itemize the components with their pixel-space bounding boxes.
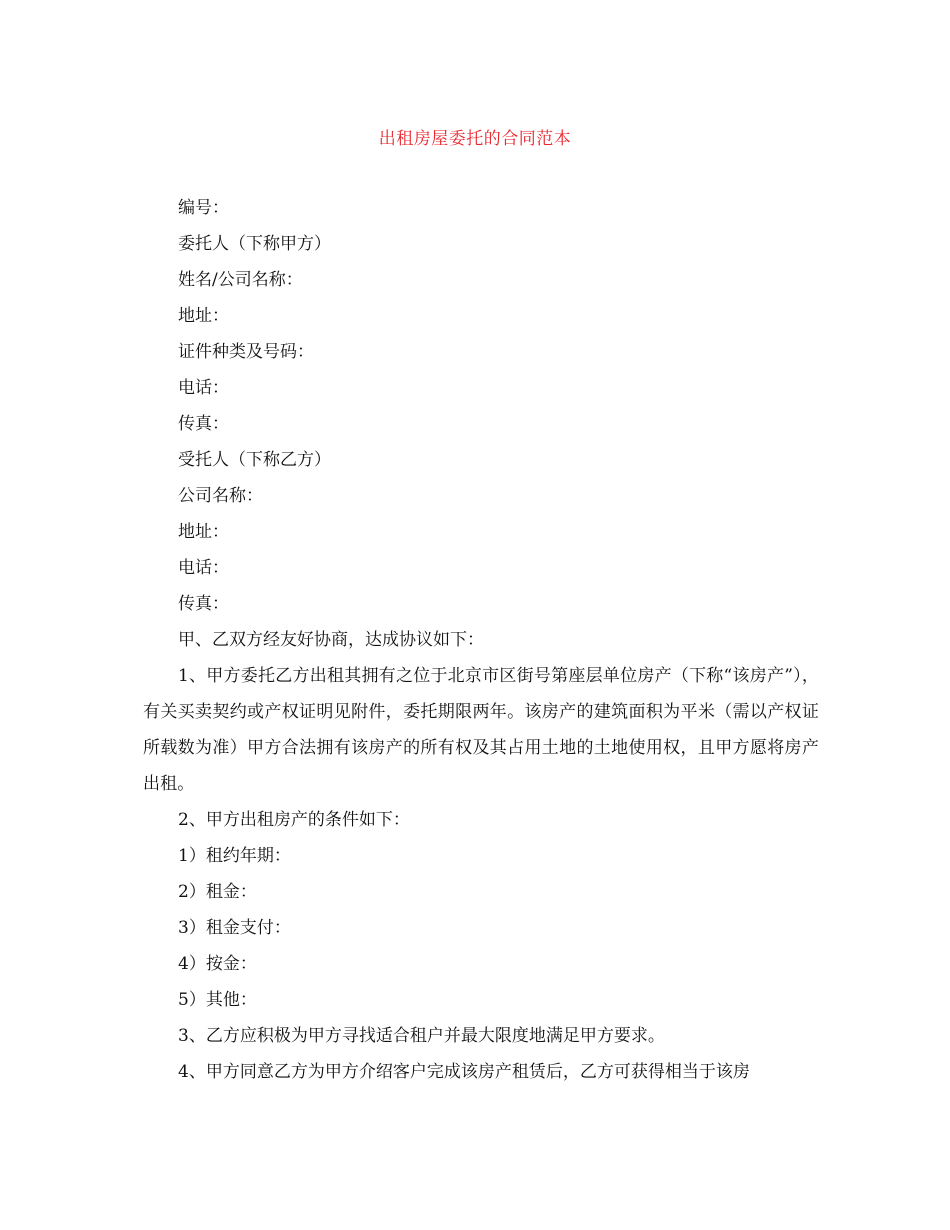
field-principal-name: 姓名/公司名称： (178, 270, 303, 290)
clause-3: 3、乙方应积极为甲方寻找适合租户并最大限度地满足甲方要求。 (178, 1026, 665, 1046)
clause-2-item-5: 5）其他： (178, 990, 257, 1010)
document-title: 出租房屋委托的合同范本 (378, 129, 572, 149)
field-principal-phone: 电话： (178, 378, 229, 398)
clause-2-item-3: 3）租金支付： (178, 918, 291, 938)
field-agent-company: 公司名称： (178, 486, 263, 506)
field-agent-phone: 电话： (178, 558, 229, 578)
clause-4: 4、甲方同意乙方为甲方介绍客户完成该房产租赁后，乙方可获得相当于该房 (178, 1062, 750, 1082)
field-number: 编号： (178, 198, 229, 218)
field-principal-fax: 传真： (178, 414, 229, 434)
agent-heading: 受托人（下称乙方） (178, 450, 331, 470)
clause-2-item-4: 4）按金： (178, 954, 257, 974)
field-agent-fax: 传真： (178, 594, 229, 614)
principal-heading: 委托人（下称甲方） (178, 234, 331, 254)
agreement-intro: 甲、乙双方经友好协商，达成协议如下： (178, 630, 484, 650)
clause-2-item-2: 2）租金： (178, 882, 257, 902)
field-principal-id: 证件种类及号码： (178, 342, 314, 362)
field-principal-address: 地址： (178, 306, 229, 326)
clause-2: 2、甲方出租房产的条件如下： (178, 810, 410, 830)
document-body (143, 190, 819, 1090)
clause-1: 1、甲方委托乙方出租其拥有之位于北京市区街号第座层单位房产（下称“该房产”），有关买卖契约或产权证明见附件，委托期限两年。该房产的建筑面积为平米（需以产权证所载数为准）甲方合法拥有该房产的所有权及其占用土地的土地使用权，且甲方愿将房产出租。 (143, 666, 819, 794)
clause-2-item-1: 1）租约年期： (178, 846, 291, 866)
field-agent-address: 地址： (178, 522, 229, 542)
